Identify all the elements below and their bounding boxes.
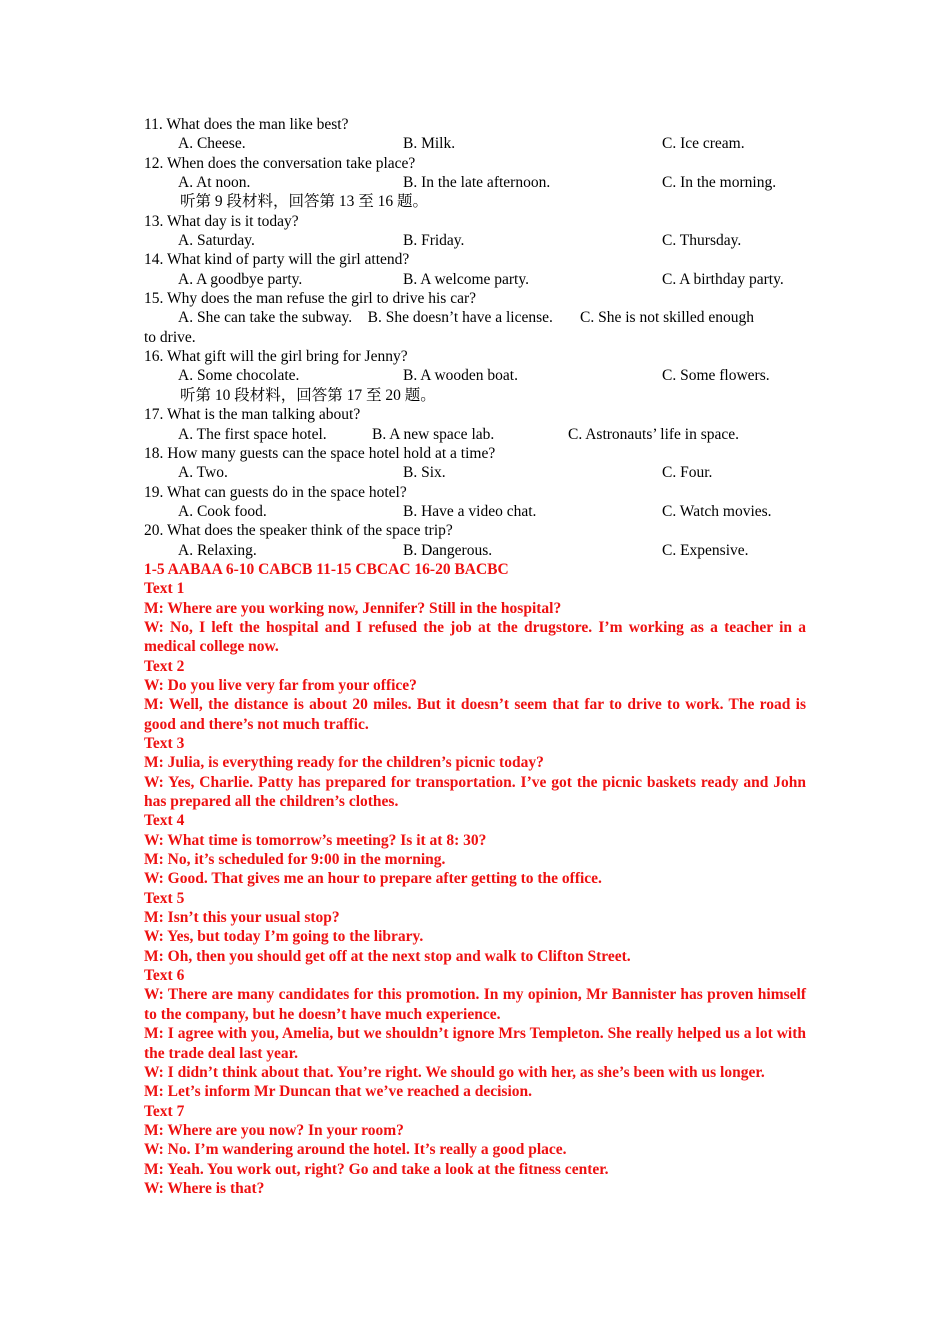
option-b: B. Milk. [403,135,456,153]
question-15: 15. Why does the man refuse the girl to drive his car? [144,290,477,308]
options-15: A. She can take the subway. B. She doesn’t have a license. C. She is not skilled enough [178,309,754,327]
dialogue-line: M: Where are you working now, Jennifer? Still in the hospital? [144,599,562,617]
dialogue-line: M: I agree with you, Amelia, but we shouldn’t ignore Mrs Templeton. She really helped us a lot with the trade deal last year. [144,1025,806,1062]
text-heading: Text 6 [144,967,185,985]
question-13: 13. What day is it today? [144,212,299,230]
option-c: C. Astronauts’ life in space. [568,425,740,443]
option-b: B. A new space lab. [372,425,495,443]
dialogue-line: W: Where is that? [144,1179,265,1197]
dialogue-line: W: Do you live very far from your office? [144,676,417,694]
text-heading: Text 4 [144,812,185,830]
option-b: B. Friday. [403,232,465,250]
options-20 [144,541,806,560]
options-19 [144,502,806,521]
option-c: C. Ice cream. [662,135,745,153]
dialogue-line: M: Oh, then you should get off at the next stop and walk to Clifton Street. [144,947,631,965]
question-16: 16. What gift will the girl bring for Jenny? [144,348,408,366]
option-a: A. Saturday. [178,232,255,250]
section-9-instruction: 听第 9 段材料，回答第 13 至 16 题。 [180,193,429,211]
text-heading: Text 5 [144,889,185,907]
document-page [144,115,806,1198]
text-heading: Text 1 [144,580,185,598]
option-b: B. A wooden boat. [403,367,518,385]
option-a: A. Some chocolate. [178,367,300,385]
options-11 [144,134,806,153]
dialogue-line: M: Well, the distance is about 20 miles. But it doesn’t seem that far to drive to work. The road is good and there’s not much traffic. [144,696,806,733]
answer-key: 1-5 AABAA 6-10 CABCB 11-15 CBCAC 16-20 BACBC [144,560,509,578]
dialogue-line: W: What time is tomorrow’s meeting? Is it at 8: 30? [144,831,487,849]
options-13 [144,231,806,250]
option-a: A. Cheese. [178,135,246,153]
option-c: C. Four. [662,464,713,482]
dialogue-line: W: I didn’t think about that. You’re right. We should go with her, as she’s been with us longer. [144,1063,765,1081]
dialogue-line: W: No. I’m wandering around the hotel. It’s really a good place. [144,1141,567,1159]
text-heading: Text 7 [144,1102,185,1120]
question-20: 20. What does the speaker think of the space trip? [144,522,453,540]
option-c: C. In the morning. [662,174,777,192]
option-b: B. A welcome party. [403,270,529,288]
dialogue-line: W: No, I left the hospital and I refused the job at the drugstore. I’m working as a teacher in a medical college now. [144,618,806,656]
question-17: 17. What is the man talking about? [144,406,361,424]
option-a: A. Cook food. [178,502,267,520]
options-17 [144,425,806,444]
options-14 [144,270,806,289]
options-12 [144,173,806,192]
dialogue-line: W: Good. That gives me an hour to prepare after getting to the office. [144,870,602,888]
text-heading: Text 2 [144,657,185,675]
section-10-instruction: 听第 10 段材料，回答第 17 至 20 题。 [180,386,436,404]
question-18: 18. How many guests can the space hotel hold at a time? [144,444,496,462]
text-heading: Text 3 [144,735,185,752]
question-19: 19. What can guests do in the space hotel? [144,483,407,501]
option-c: C. Some flowers. [662,367,770,385]
dialogue-line: M: Yeah. You work out, right? Go and take a look at the fitness center. [144,1160,609,1178]
option-c: C. A birthday party. [662,270,784,288]
dialogue-line: W: There are many candidates for this promotion. In my opinion, Mr Bannister has proven himself to the company, but he doesn’t have much experience. [144,986,806,1023]
dialogue-line: M: Julia, is everything ready for the children’s picnic today? [144,754,544,772]
option-b: B. In the late afternoon. [403,174,551,192]
dialogue-line: W: Yes, Charlie. Patty has prepared for transportation. I’ve got the picnic baskets ready and John has prepared all the children’s clothes. [144,773,806,811]
dialogue-line: M: Isn’t this your usual stop? [144,909,340,927]
question-12: 12. When does the conversation take place? [144,154,416,172]
options-16 [144,366,806,385]
options-15-continuation: to drive. [144,328,196,346]
transcript [144,579,806,1198]
dialogue-line: W: Yes, but today I’m going to the library. [144,928,424,946]
option-a: A. Relaxing. [178,541,257,559]
dialogue-line: M: No, it’s scheduled for 9:00 in the morning. [144,851,446,869]
dialogue-line: M: Where are you now? In your room? [144,1121,404,1139]
option-b: B. Six. [403,464,446,482]
option-a: A. A goodbye party. [178,270,303,288]
option-c: C. Thursday. [662,232,742,250]
option-c: C. Expensive. [662,541,749,559]
option-b: B. Dangerous. [403,541,493,559]
option-c: C. Watch movies. [662,502,772,520]
dialogue-line: M: Let’s inform Mr Duncan that we’ve reached a decision. [144,1083,533,1101]
question-14: 14. What kind of party will the girl attend? [144,251,410,269]
options-18 [144,463,806,482]
option-a: A. The first space hotel. [178,425,327,443]
option-a: A. Two. [178,464,228,482]
option-a: A. At noon. [178,174,251,192]
question-11: 11. What does the man like best? [144,116,349,133]
option-b: B. Have a video chat. [403,502,537,520]
